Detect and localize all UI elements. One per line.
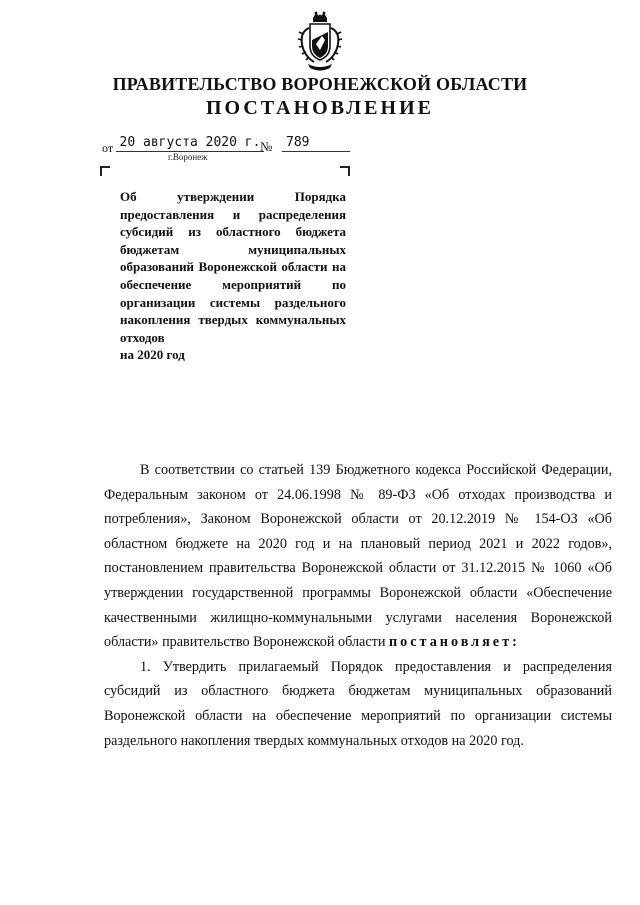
government-title: ПРАВИТЕЛЬСТВО ВОРОНЕЖСКОЙ ОБЛАСТИ: [112, 74, 528, 94]
document-type-title: ПОСТАНОВЛЕНИЕ: [206, 97, 434, 119]
document-number: 789: [282, 135, 350, 152]
city-label: г.Воронеж: [168, 152, 208, 162]
preamble-text: В соответствии со статьей 139 Бюджетного кодекса Российской Федерации, Федеральным законом от 24.06.1998 № 89-ФЗ «Об отходах производства и потребления», Законом Воронежской области от 20.12.2019 № 154-ОЗ «Об областном бюджете на 2020 год и на плановый период 2021 и 2022 годов», постановлением правительства Воронежской области от 31.12.2015 № 1060 «Об утверждении государственной программы Воронежской области «Обеспечение качественными жилищно-коммунальными услугами населения Воронежской области» правительство Воронежской области: [104, 462, 612, 651]
subject-text: Об утверждении Порядка предоставления и распределения субсидий из областного бюджета бюджетам муниципальных образований Воронежской области на обеспечение мероприятий по организации системы раздельного накопления твердых коммунальных отходов: [120, 189, 346, 345]
decree-word: постановляет:: [388, 634, 520, 651]
document-subject: [120, 188, 346, 364]
subject-last-line: на 2020 год: [120, 347, 185, 363]
document-date: 20 августа 2020 г.: [116, 135, 264, 152]
subject-corner-right: [340, 166, 350, 176]
preamble-paragraph: [104, 458, 612, 655]
subject-corner-left: [100, 166, 110, 176]
date-prefix-label: от: [102, 141, 114, 155]
item-1-paragraph: 1. Утвердить прилагаемый Порядок предоставления и распределения субсидий из областного бюджета бюджетам муниципальных образований Воронежской области на обеспечение мероприятий по организации системы раздельного накопления твердых коммунальных отходов на 2020 год.: [104, 658, 612, 749]
number-label: №: [260, 139, 273, 154]
document-meta-row: [102, 135, 362, 159]
coat-of-arms-icon: [294, 10, 346, 74]
document-body: [104, 458, 612, 753]
